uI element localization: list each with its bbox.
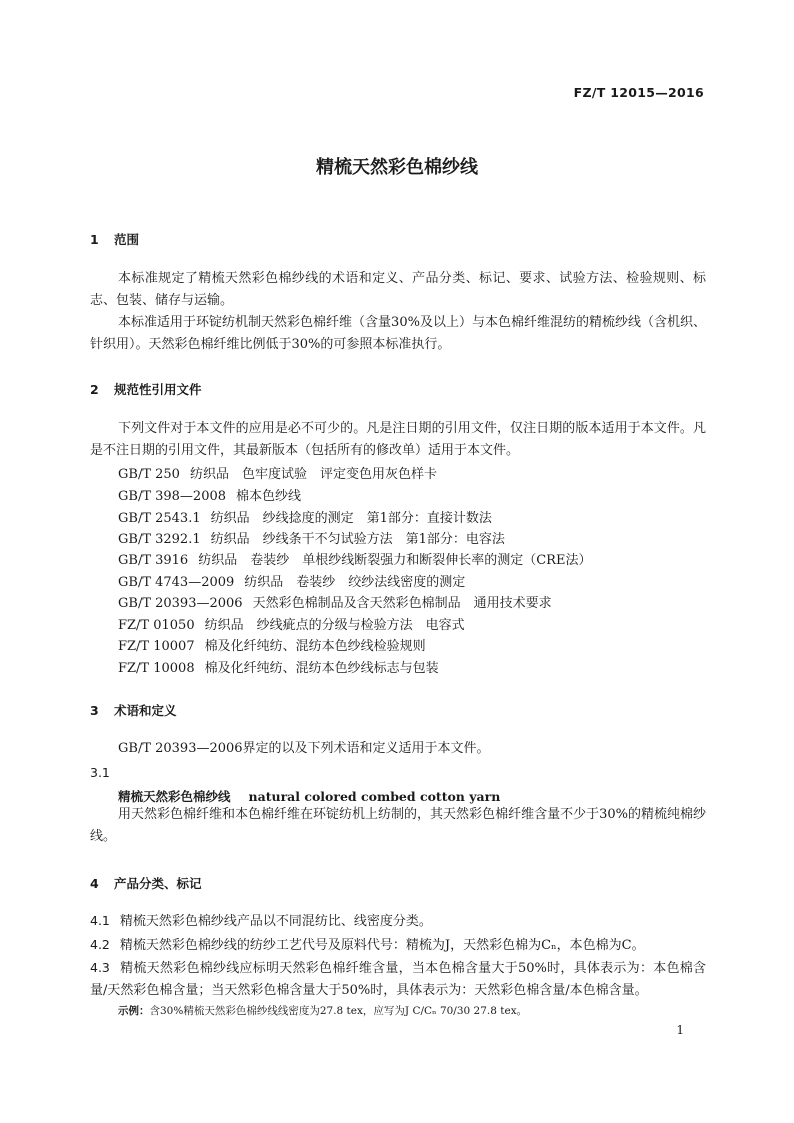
term-number: 3.1: [90, 765, 110, 780]
reference-code: GB/T 3292.1: [118, 532, 201, 547]
page-number: 1: [676, 1023, 684, 1037]
reference-item: [118, 635, 426, 654]
reference-title: 棉及化纤纯纺、混纺本色纱线标志与包装: [204, 661, 439, 676]
section-title: 术语和定义: [114, 703, 177, 718]
reference-item: [118, 657, 439, 676]
reference-item: [118, 463, 437, 482]
reference-code: FZ/T 01050: [118, 618, 195, 633]
reference-code: FZ/T 10007: [118, 639, 195, 654]
reference-code: GB/T 398—2008: [118, 489, 227, 504]
reference-title: 纺织品 纱线条干不匀试验方法 第1部分：电容法: [210, 532, 505, 547]
document-title: 精梳天然彩色棉纱线: [316, 157, 478, 178]
clause-text: 精梳天然彩色棉纱线应标明天然彩色棉纤维含量，当本色棉含量大于50%时，具体表示为：本色棉含量/天然彩色棉含量；当天然彩色棉含量大于50%时，具体表示为：天然彩色棉含量/本色棉含量。: [90, 961, 706, 998]
reference-title: 纺织品 纱线捻度的测定 第1部分：直接计数法: [210, 511, 492, 526]
reference-code: FZ/T 10008: [118, 661, 195, 676]
reference-item: [118, 507, 492, 526]
clause-text: 精梳天然彩色棉纱线的纺纱工艺代号及原料代号：精梳为J，天然彩色棉为Cₙ，本色棉为C。: [119, 938, 645, 953]
section-2-heading: [90, 380, 202, 398]
term-name: [118, 787, 500, 805]
reference-code: GB/T 4743—2009: [118, 575, 235, 590]
section-number: 2: [90, 382, 99, 397]
scope-paragraph-1: 本标准规定了精梳天然彩色棉纱线的术语和定义、产品分类、标记、要求、试验方法、检验规则、标志、包装、储存与运输。: [90, 271, 706, 308]
reference-item: [118, 485, 301, 504]
reference-code: GB/T 3916: [118, 553, 189, 568]
clause-4-3: [90, 957, 706, 1002]
section-title: 规范性引用文件: [114, 382, 202, 397]
term-name-en: natural colored combed cotton yarn: [248, 789, 501, 804]
clause-4-2: [90, 934, 706, 957]
section-3-heading: [90, 701, 177, 719]
reference-code: GB/T 250: [118, 467, 180, 482]
reference-title: 纺织品 色牢度试验 评定变色用灰色样卡: [189, 467, 437, 482]
example-text: 含30%精梳天然彩色棉纱线线密度为27.8 tex，应写为J C/Cₙ 70/30 27.8 tex。: [149, 1005, 528, 1017]
references-intro: 下列文件对于本文件的应用是必不可少的。凡是注日期的引用文件，仅注日期的版本适用于本文件。凡是不注日期的引用文件，其最新版本（包括所有的修改单）适用于本文件。: [90, 421, 706, 458]
section-number: 3: [90, 703, 99, 718]
section-title: 范围: [114, 232, 140, 247]
section-1-heading: [90, 230, 139, 248]
term-name-zh: 精梳天然彩色棉纱线: [118, 789, 231, 804]
section-title: 产品分类、标记: [114, 876, 202, 891]
section-number: 1: [90, 232, 99, 247]
term-definition: 用天然彩色棉纤维和本色棉纤维在环锭纺机上纺制的，其天然彩色棉纤维含量不少于30%的精梳纯棉纱线。: [90, 807, 706, 844]
reference-title: 纺织品 卷装纱 绞纱法线密度的测定: [244, 575, 466, 590]
reference-item: [118, 549, 591, 568]
terms-intro: GB/T 20393—2006界定的以及下列术语和定义适用于本文件。: [118, 741, 490, 756]
example-note: [118, 1003, 527, 1018]
clause-number: 4.1: [90, 913, 110, 928]
section-4-heading: [90, 874, 202, 892]
reference-title: 纺织品 纱线疵点的分级与检验方法 电容式: [204, 618, 465, 633]
example-label: 示例：: [118, 1005, 150, 1017]
section-number: 4: [90, 876, 99, 891]
reference-title: 棉及化纤纯纺、混纺本色纱线检验规则: [204, 639, 426, 654]
reference-item: [118, 592, 552, 611]
reference-code: GB/T 20393—2006: [118, 596, 243, 611]
reference-title: 纺织品 卷装纱 单根纱线断裂强力和断裂伸长率的测定（CRE法）: [198, 553, 592, 568]
reference-item: [118, 528, 505, 547]
reference-title: 天然彩色棉制品及含天然彩色棉制品 通用技术要求: [252, 596, 552, 611]
reference-title: 棉本色纱线: [236, 489, 302, 504]
clause-text: 精梳天然彩色棉纱线产品以不同混纺比、线密度分类。: [119, 914, 432, 929]
clause-number: 4.3: [90, 960, 110, 975]
scope-paragraph-2: 本标准适用于环锭纺机制天然彩色棉纤维（含量30%及以上）与本色棉纤维混纺的精梳纱线（含机织、针织用）。天然彩色棉纤维比例低于30%的可参照本标准执行。: [90, 315, 706, 352]
reference-code: GB/T 2543.1: [118, 511, 201, 526]
reference-item: [118, 614, 465, 633]
standard-code: FZ/T 12015—2016: [573, 85, 704, 100]
clause-number: 4.2: [90, 937, 110, 952]
reference-item: [118, 571, 465, 590]
clause-4-1: [90, 910, 706, 933]
